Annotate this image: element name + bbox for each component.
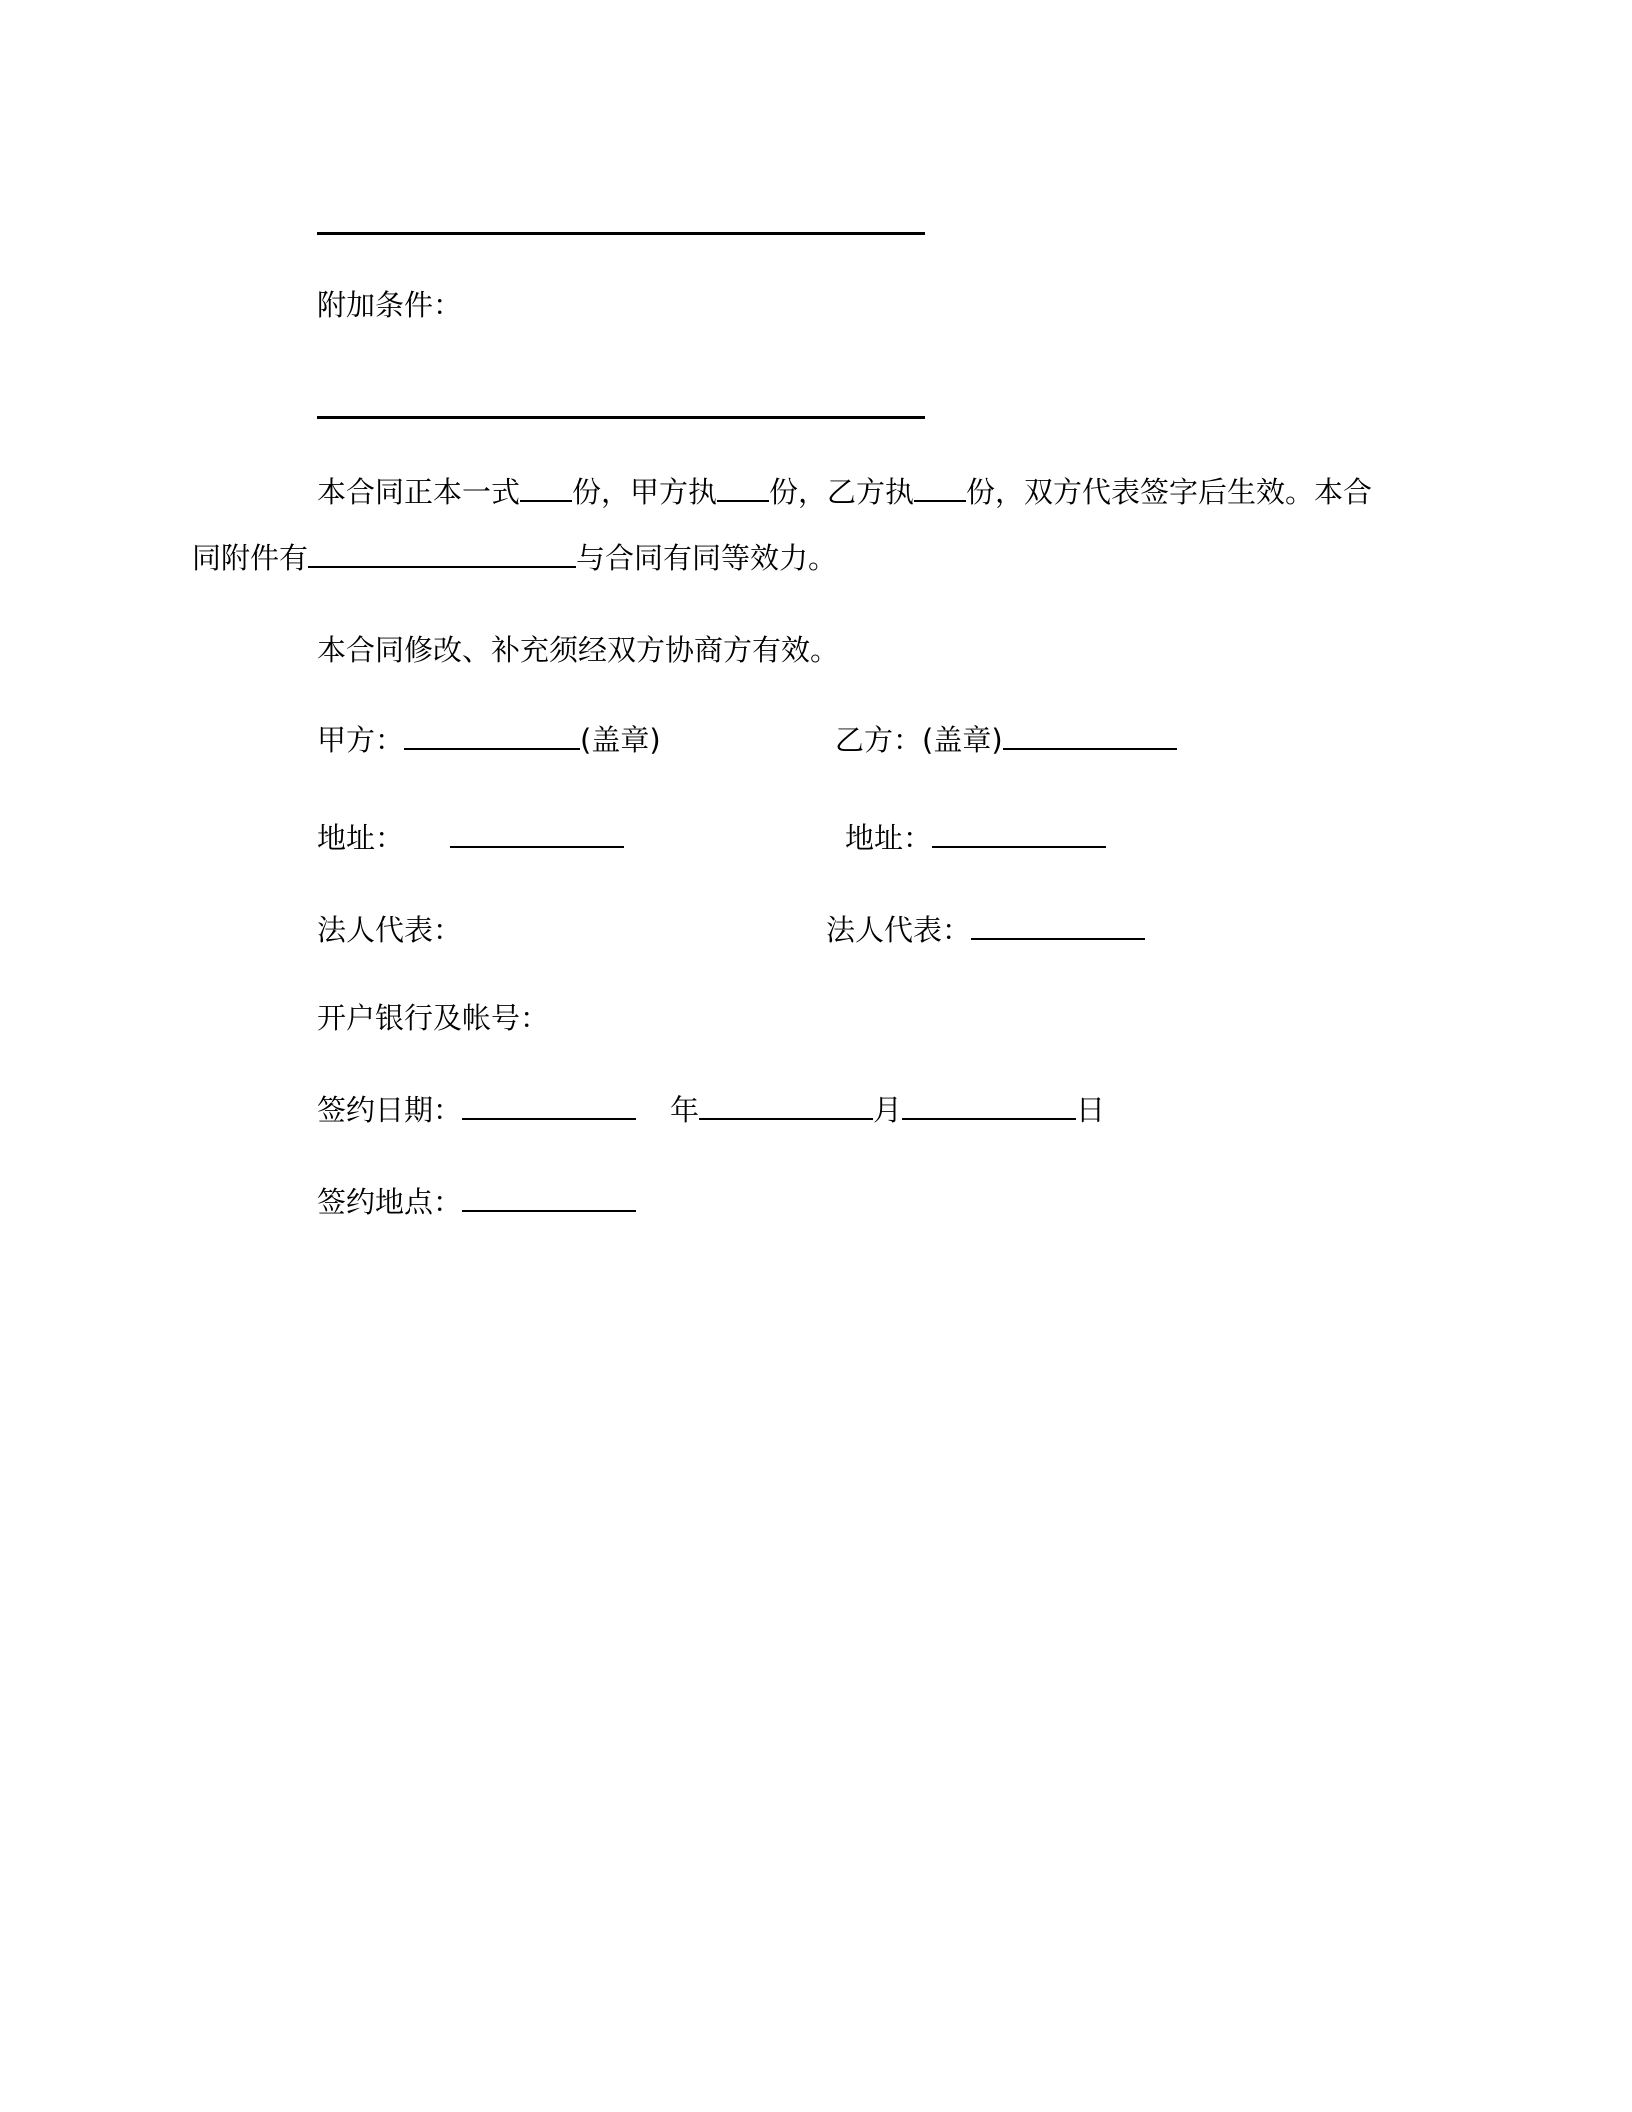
party-a-legal-rep-label: 法人代表： bbox=[317, 913, 463, 947]
party-a-line bbox=[317, 720, 661, 760]
fill-in-line bbox=[317, 232, 925, 235]
sign-date-blank bbox=[462, 1092, 636, 1120]
sign-date-day: 日 bbox=[1076, 1093, 1106, 1127]
copies-text-6: 与合同有同等效力。 bbox=[576, 541, 838, 575]
party-b-address-label: 地址： bbox=[845, 821, 933, 855]
party-a-address-blank bbox=[450, 820, 624, 848]
party-b-line bbox=[835, 720, 1177, 760]
party-b-address bbox=[845, 818, 1106, 858]
sign-place-line bbox=[317, 1182, 636, 1222]
party-a-blank bbox=[404, 722, 580, 750]
party-a-label: 甲方： bbox=[317, 723, 405, 757]
party-b-seal: (盖章) bbox=[922, 723, 1003, 757]
sign-place-label: 签约地点： bbox=[317, 1185, 463, 1219]
bank-account-line: 开户银行及帐号： bbox=[317, 1001, 550, 1035]
copies-text-3: 份，乙方执 bbox=[769, 475, 915, 509]
sign-date-year: 年 bbox=[670, 1093, 700, 1127]
copies-clause-line-2 bbox=[192, 538, 837, 578]
extra-conditions-label: 附加条件： bbox=[317, 288, 463, 322]
party-b-address-blank bbox=[932, 820, 1106, 848]
party-b-legal-rep-label: 法人代表： bbox=[826, 913, 972, 947]
copies-blank-party-b bbox=[914, 474, 966, 502]
party-b-legal-rep bbox=[826, 910, 1145, 950]
attachments-blank bbox=[308, 540, 576, 568]
party-a-legal-rep bbox=[317, 910, 462, 950]
party-b-blank bbox=[1003, 722, 1177, 750]
copies-text-4: 份，双方代表签字后生效。本合 bbox=[966, 475, 1373, 509]
copies-blank-total bbox=[520, 474, 572, 502]
sign-year-blank bbox=[699, 1092, 873, 1120]
sign-date-month: 月 bbox=[873, 1093, 903, 1127]
party-b-legal-rep-blank bbox=[971, 912, 1145, 940]
sign-date-line bbox=[317, 1090, 1105, 1130]
sign-place-blank bbox=[462, 1184, 636, 1212]
party-a-seal: (盖章) bbox=[580, 723, 661, 757]
sign-month-blank bbox=[902, 1092, 1076, 1120]
copies-blank-party-a bbox=[717, 474, 769, 502]
copies-text-5: 同附件有 bbox=[192, 541, 309, 575]
sign-date-label: 签约日期： bbox=[317, 1093, 463, 1127]
copies-text-2: 份，甲方执 bbox=[572, 475, 718, 509]
fill-in-line bbox=[317, 416, 925, 419]
copies-clause-line-1 bbox=[317, 472, 1372, 512]
party-a-address-label: 地址： bbox=[317, 821, 405, 855]
amend-clause: 本合同修改、补充须经双方协商方有效。 bbox=[317, 633, 840, 667]
party-b-label: 乙方： bbox=[835, 723, 923, 757]
copies-text-1: 本合同正本一式 bbox=[317, 475, 521, 509]
party-a-address bbox=[317, 818, 624, 858]
